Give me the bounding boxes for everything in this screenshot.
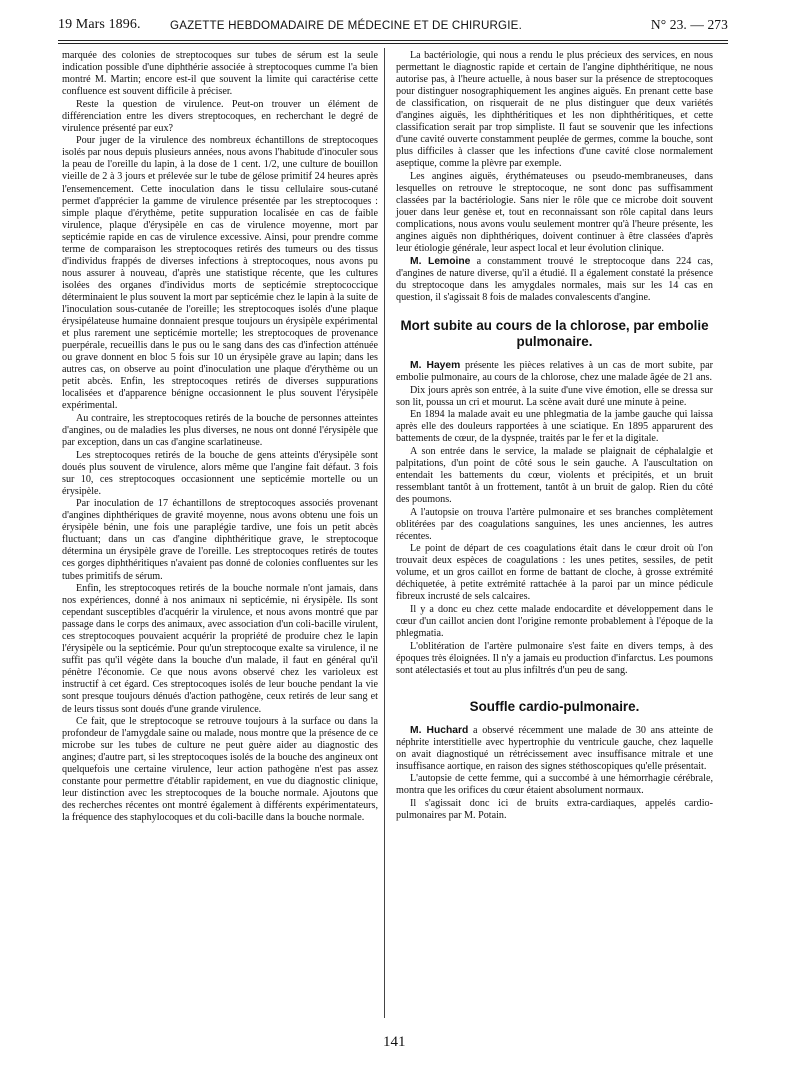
- paragraph: A l'autopsie on trouva l'artère pulmonaire et ses branches complètement oblitérées par des coagulations sanguines, les unes anciennes, les autres récentes.: [396, 506, 713, 542]
- author-name: M. Lemoine: [410, 255, 471, 267]
- paragraph: La bactériologie, qui nous a rendu le plus précieux des services, en nous permettant le diagnostic rapide et certain de l'angine diphthéritique, ne nous autorise pas, à l'heure actuelle, à nous baser sur la présence de streptocoques pour distinguer nosographiquement les angines aiguës. En prenant cette base de classification, on risquerait de ne plus distinguer que deux variétés d'angines aiguës, les diphthéritiques et les non diphthéritiques, et cette classification serait par trop simpliste. Il faut se souvenir que les infections d'une cavité ouverte constamment peuplée de germes, comme la bouche, sont plus difficiles à classer que les infections d'une cavité close normalement aseptique, comme la plèvre par exemple.: [396, 50, 713, 170]
- left-column: [62, 50, 378, 825]
- paragraph-huchard: [396, 725, 713, 773]
- paragraph: L'autopsie de cette femme, qui a succombé à une hémorrhagie cérébrale, montra que les orifices du cœur étaient absolument normaux.: [396, 773, 713, 797]
- paragraph: Ce fait, que le streptocoque se retrouve toujours à la surface ou dans la profondeur de l'amygdale saine ou malade, nous montre que la présence de ce microbe sur les tubes de culture ne peut guère aider au diagnostic des angines; d'autre part, si les streptocoques isolés de la bouche des angineux ont quelquefois une certaine virulence, leur action pathogène n'est pas assez constante pour permettre d'établir rapidement, en vue du diagnostic clinique, leur distinction avec les streptocoques de la bouche normale. Ajoutons que des recherches récentes ont montré également à différents expérimentateurs, la fréquence des staphylocoques et du coli-bacille dans la bouche normale.: [62, 716, 378, 824]
- right-column: [396, 50, 713, 822]
- folio-number: 141: [383, 1034, 406, 1050]
- paragraph-hayem: [396, 360, 713, 384]
- author-name: M. Hayem: [410, 359, 461, 371]
- header-rule: [58, 40, 728, 41]
- author-name: M. Huchard: [410, 724, 469, 736]
- header-rule-thin: [58, 43, 728, 44]
- paragraph: Au contraire, les streptocoques retirés de la bouche de personnes atteintes d'angines, ou de maladies les plus diverses, ne nous ont donné l'érysipèle que par exception, dans un cas d'angine scarlatineuse.: [62, 412, 378, 448]
- paragraph: L'oblitération de l'artère pulmonaire s'est faite en divers temps, à des époques très éloignées. Il n'y a jamais eu production d'infarctus. Les poumons sont atélectasiés et tout au plus infiltrés d'un peu de sang.: [396, 640, 713, 676]
- paragraph: Les streptocoques retirés de la bouche de gens atteints d'érysipèle sont doués plus souvent de virulence, alors même que l'angine fait défaut. 3 fois sur 10, ces streptocoques occasionnent une septicémie mortelle ou un érysipèle.: [62, 449, 378, 497]
- journal-title: GAZETTE HEBDOMADAIRE DE MÉDECINE ET DE CHIRURGIE.: [170, 18, 522, 32]
- paragraph: Il y a donc eu chez cette malade endocardite et développement dans le cœur d'un caillot ancien dont l'origine remonte probablement à l'époque de la phlegmatia.: [396, 603, 713, 640]
- paragraph: Pour juger de la virulence des nombreux échantillons de streptocoques isolés par nous depuis plusieurs années, nous avons l'habitude d'inoculer sous la peau de l'oreille du lapin, à la dose de 1 cent. 1/2, une culture de bouillon vieille de 2 à 3 jours et prélevée sur le tube de gélose primitif 24 heures après l'ensemencement. Cette inoculation dans le tissu cellulaire sous-cutané permet d'apprécier la gamme de virulence présentée par les streptocoques : simple plaque d'érythème, petite suppuration localisée en cas de faible virulence, plaque d'érysipèle en cas de virulence moyenne, mort par septicémie rapide en cas de virulence excessive. Ainsi, pour prendre comme terme de comparaison les streptocoques retirés des tumeurs ou des tissus d'individus frappés de diverses infections à streptocoques, nous avons pu nous assurer à nouveau, d'après une statistique récente, que les cultures isolées des organes d'individus morts de septicémie streptococcique déterminaient le plus souvent la mort par septicémie chez le lapin à la suite de l'inoculation sous-cutanée de l'oreille; les streptocoques isolés d'une plaque érysipélateuse humaine donnaient presque toujours un érysipèle expérimental et plus rarement une septicémie mortelle; les streptocoques de provenance puerpérale, recueillis dans le pus ou le sang dans des cas d'infection atténuée ou grave donnent en bloc 5 fois sur 10 un érysipèle grave au lapin; dans les autres cas, on observe au point d'inoculation une plaque d'érythème ou un petit abcès. Enfin, les streptocoques retirés de diverses suppurations localisées et d'apparence bénigne occasionnent le plus souvent l'érysipèle expérimental.: [62, 135, 379, 412]
- paragraph: Les angines aiguës, érythémateuses ou pseudo-membraneuses, dans lesquelles on retrouve le streptocoque, ne sont donc pas suffisamment classées par la bactériologie. Sans nier le rôle que ce microbe doit souvent jouer dans leur genèse et, tout en reconnaissant son rôle capital dans leurs complications, nous avons voulu seulement montrer qu'à l'heure présente, les angines aiguës non diphthériques, doivent continuer à être classées d'après leur étiologie générale, leur aspect local et leur évolution clinique.: [396, 170, 713, 255]
- issue-date: 19 Mars 1896.: [58, 17, 141, 32]
- paragraph: En 1894 la malade avait eu une phlegmatia de la jambe gauche qui laissa après elle des douleurs rapportées à une sciatique. En 1895 apparurent des battements de cœur, de la dyspnée, traités par le fer et la digitale.: [396, 409, 713, 445]
- paragraph: marquée des colonies de streptocoques sur tubes de sérum est la seule indication possible d'une diphthérie associée à streptocoques cumme l'a bien montré M. Martin; encore est-il que souvent la limite qui caractérise cette confluence est souvent difficile à préciser.: [62, 50, 378, 98]
- column-divider: [384, 48, 385, 1018]
- issue-page-number: N° 23. — 273: [650, 17, 728, 32]
- paragraph-text: a observé récemment une malade de 30 ans atteinte de néphrite interstitielle avec hypertrophie du ventricule gauche, chez laquelle on avait diagnostiqué un rétrécissement avec insuffisance mitrale et une insuffisance aortique, en raison des signes stéthoscopiques qu'elle présentait.: [396, 724, 713, 772]
- paragraph: Dix jours après son entrée, à la suite d'une vive émotion, elle se dressa sur son lit, poussa un cri et mourut. La scène avait duré une minute à peine.: [396, 384, 713, 408]
- paragraph-text: présente les pièces relatives à un cas de mort subite, par embolie pulmonaire, au cours de la chlorose, chez une malade âgée de 21 ans.: [396, 359, 713, 384]
- paragraph: Par inoculation de 17 échantillons de streptocoques associés provenant d'angines diphthériques de gravité moyenne, nous avons obtenu une fois un érysipèle bénin, une fois une paraplégie tardive, une fois un petit abcès fluctuant; dans un cas d'angine diphthéritique grave, le streptocoque détermina un érysipèle grave de l'oreille. Les streptocoques retirés de toutes ces gorges diphthéritiques n'avaient pas donné de colonies confluentes sur les tubes primitifs de sérum.: [62, 498, 378, 582]
- section-heading-chlorose: Mort subite au cours de la chlorose, par embolie pulmonaire.: [400, 317, 709, 349]
- paragraph: Il s'agissait donc ici de bruits extra-cardiaques, appelés cardio-pulmonaires par M. Potain.: [396, 797, 713, 822]
- section-heading-souffle: Souffle cardio-pulmonaire.: [469, 698, 640, 714]
- paragraph: Reste la question de virulence. Peut-on trouver un élément de différenciation entre les divers streptocoques, en recherchant le degré de virulence présenté par eux?: [62, 98, 378, 134]
- paragraph: Le point de départ de ces coagulations était dans le cœur droit où l'on trouvait deux espèces de coagulations : les unes petites, sessiles, de petit volume, et un gros caillot en forme de battant de cloche, à grosse extrémité déchiquetée, à petite extrémité rattachée à la paroi par un mince pédicule fibreux incrusté de sels calcaires.: [396, 543, 713, 603]
- paragraph-lemoine: [396, 256, 713, 304]
- paragraph: Enfin, les streptocoques retirés de la bouche normale n'ont jamais, dans nos expériences, donné à nos animaux ni septicémie, ni érysipèle. Ils sont cependant susceptibles d'acquérir la virulence, et nous avons montré que par passage dans le corps des animaux, avec association d'un coli-bacille virulent, ces streptocoques pouvaient acquérir la propriété de produire chez le lapin l'érysipèle ou la septicémie. Pour qu'un streptocoque exalte sa virulence, il ne suffit pas qu'il végète dans la bouche d'un malade, il faut en général qu'il pénètre l'économie. Ce que nous avons observé chez les varioleux est instructif à cet égard. Ces streptocoques isolés de leur bouche pendant la vie sont presque toujours dénués d'action pathogène, ceux retirés de leur sang et de leurs tissus sont doués d'une grande virulence.: [62, 583, 378, 715]
- running-header: [58, 14, 728, 38]
- paragraph: A son entrée dans le service, la malade se plaignait de céphalalgie et palpitations, d'un point de côté sous le sein gauche. A l'auscultation on entendait les battements du cœur, violents et précipités, et un bruit ressemblant tantôt à un frottement, tantôt à un bruit de galop. Rien du côté des poumons.: [396, 445, 713, 505]
- paragraph-text: a constamment trouvé le streptocoque dans 224 cas, d'angines de nature diverse, qu'il a étudié. Il a également constaté la présence du streptocoque dans les amygdales normales, mais sur les 14 cas en question, il s'agissait 8 fois de malades convalescents d'angine.: [396, 255, 714, 303]
